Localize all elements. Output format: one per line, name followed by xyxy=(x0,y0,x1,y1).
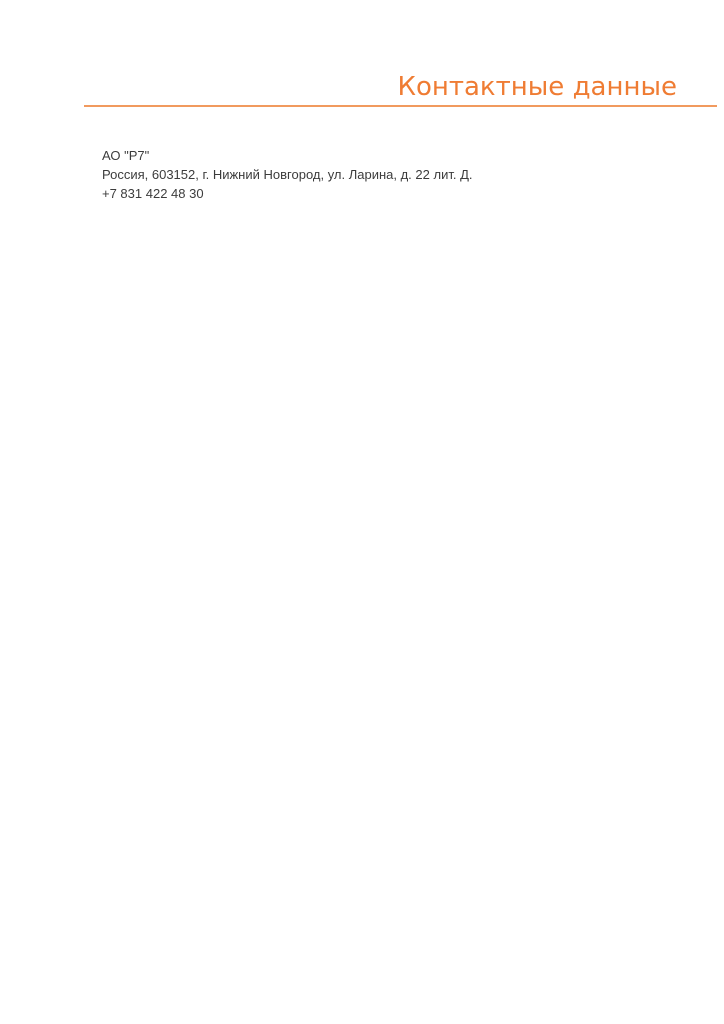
page-title: Контактные данные xyxy=(397,72,677,102)
company-name: АО "Р7" xyxy=(102,148,150,163)
contact-block xyxy=(102,146,684,203)
company-phone: +7 831 422 48 30 xyxy=(102,186,204,201)
company-address: Россия, 603152, г. Нижний Новгород, ул. Ларина, д. 22 лит. Д. xyxy=(102,167,473,182)
header-rule xyxy=(84,105,717,107)
